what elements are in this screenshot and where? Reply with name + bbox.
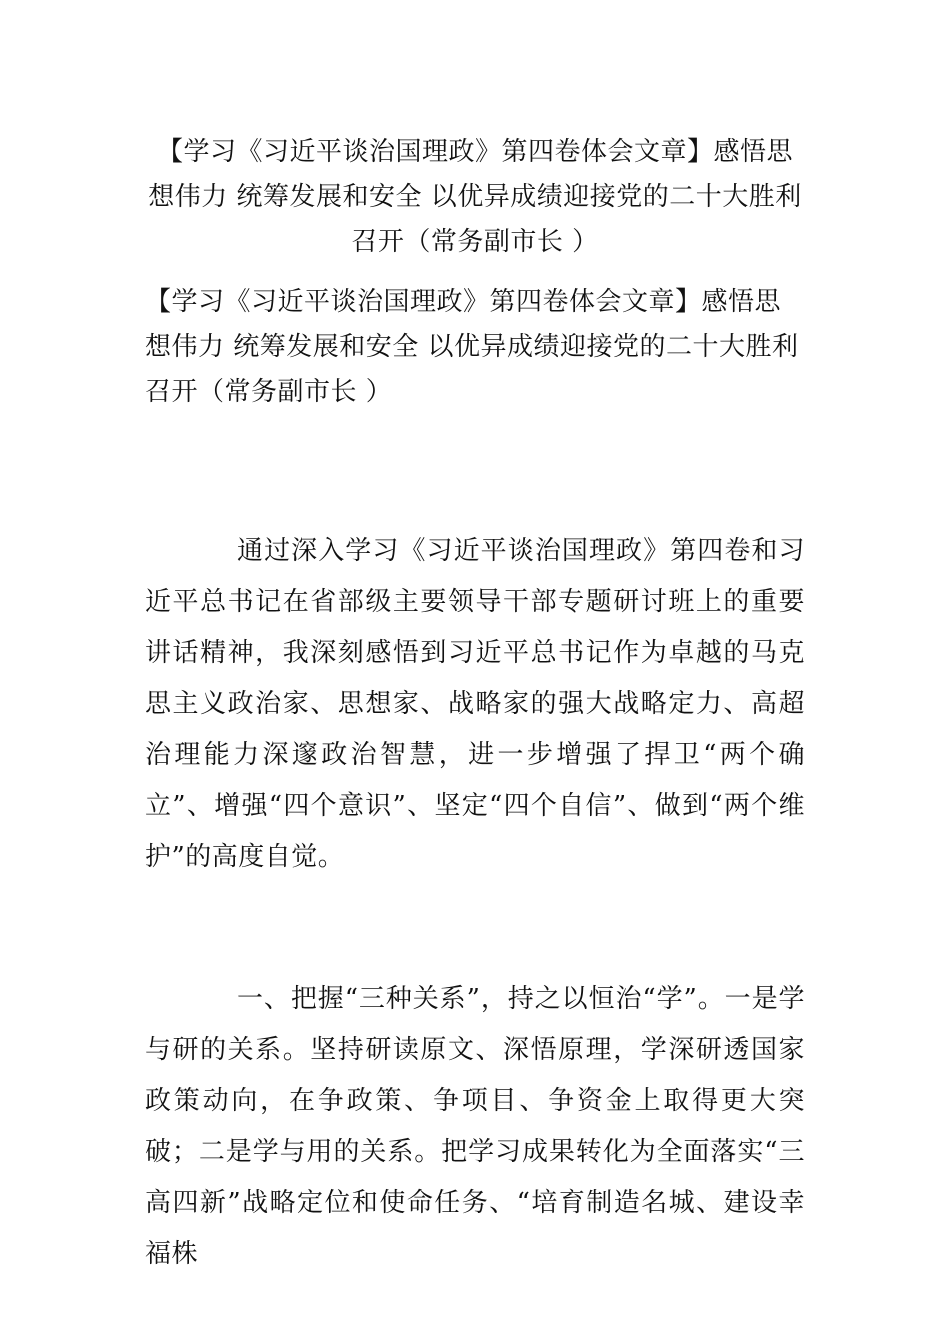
document-title: 【学习《习近平谈治国理政》第四卷体会文章】感悟思想伟力 统筹发展和安全 以优异成绩迎接党的二十大胜利召开（常务副市长 ） [148, 137, 802, 257]
body-paragraph: 通过深入学习《习近平谈治国理政》第四卷和习近平总书记在省部级主要领导干部专题研讨班上的重要讲话精神，我深刻感悟到习近平总书记作为卓越的马克思主义政治家、思想家、战略家的强大战略定力、高超治理能力深邃政治智慧，进一步增强了捍卫“两个确立”、增强“四个意识”、坚定“四个自信”、做到“两个维护”的高度自觉。 [145, 536, 805, 872]
body-paragraph: 一、把握“三种关系”，持之以恒治“学”。一是学与研的关系。坚持研读原文、深悟原理，学深研透国家政策动向，在争政策、争项目、争资金上取得更大突破；二是学与用的关系。把学习成果转化为全面落实“三高四新”战略定位和使命任务、“培育制造名城、建设幸福株 [145, 984, 805, 1269]
document-title-repeat: 【学习《习近平谈治国理政》第四卷体会文章】感悟思想伟力 统筹发展和安全 以优异成绩迎接党的二十大胜利召开（常务副市长 ） [145, 287, 799, 407]
